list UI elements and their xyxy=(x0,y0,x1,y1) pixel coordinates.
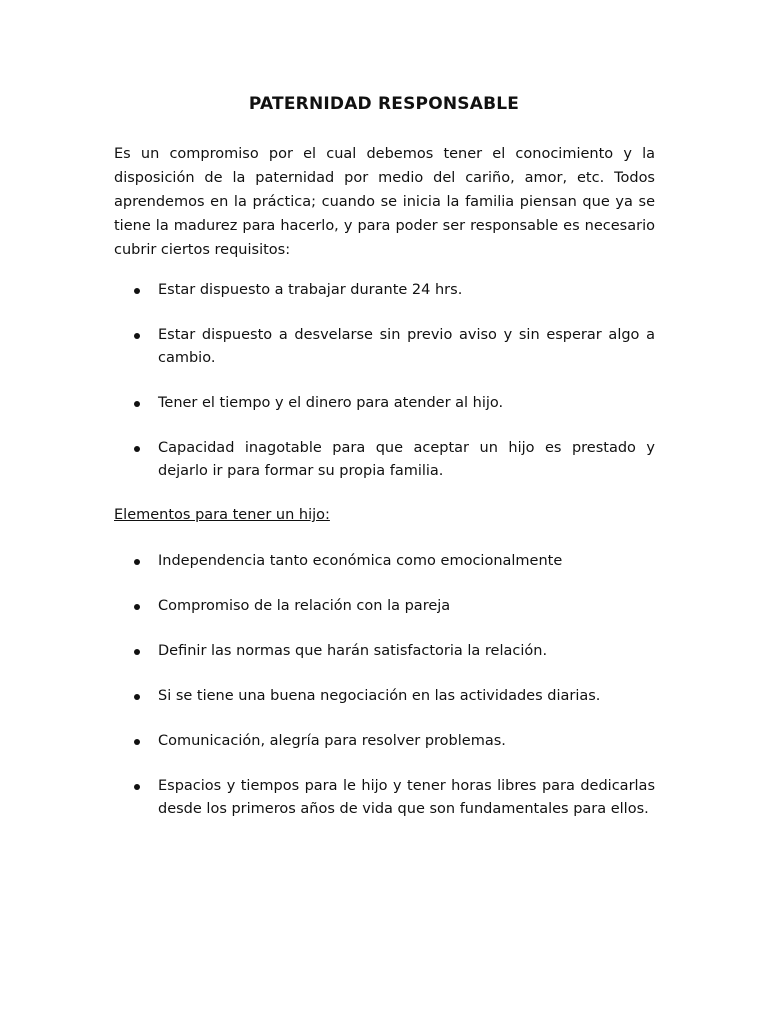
document-title: PATERNIDAD RESPONSABLE xyxy=(248,94,520,114)
list-item-text: Espacios y tiempos para le hijo y tener horas libres para dedicarlas desde los primeros años de vida que son fundamentales para ellos. xyxy=(158,778,655,817)
list-item xyxy=(114,685,655,708)
list-item-text: Capacidad inagotable para que aceptar un hijo es prestado y dejarlo ir para formar su propia familia. xyxy=(158,440,655,479)
list-item xyxy=(114,550,655,573)
list-item-text: Estar dispuesto a desvelarse sin previo aviso y sin esperar algo a cambio. xyxy=(158,327,655,366)
list-item xyxy=(114,392,655,415)
list-item-text: Si se tiene una buena negociación en las actividades diarias. xyxy=(158,688,601,704)
intro-paragraph: Es un compromiso por el cual debemos tener el conocimiento y la disposición de la paternidad por medio del cariño, amor, etc. Todos aprendemos en la práctica; cuando se inicia la familia piensan que ya se tiene la madurez para hacerlo, y para poder ser responsable es necesario cubrir ciertos requisitos: xyxy=(114,146,655,258)
bullet-icon xyxy=(134,333,140,339)
list-item-text: Compromiso de la relación con la pareja xyxy=(158,598,451,614)
elements-list xyxy=(114,550,655,843)
list-item xyxy=(114,640,655,663)
elements-heading: Elementos para tener un hijo: xyxy=(114,507,330,523)
bullet-icon xyxy=(134,649,140,655)
bullet-icon xyxy=(134,559,140,565)
bullet-icon xyxy=(134,739,140,745)
list-item-text: Tener el tiempo y el dinero para atender al hijo. xyxy=(158,395,504,411)
list-item-text: Independencia tanto económica como emocionalmente xyxy=(158,553,563,569)
list-item-text: Comunicación, alegría para resolver problemas. xyxy=(158,733,506,749)
list-item-text: Definir las normas que harán satisfactoria la relación. xyxy=(158,643,548,659)
list-item-text: Estar dispuesto a trabajar durante 24 hrs. xyxy=(158,282,463,298)
bullet-icon xyxy=(134,784,140,790)
requirements-list xyxy=(114,279,655,505)
bullet-icon xyxy=(134,288,140,294)
list-item xyxy=(114,595,655,618)
list-item xyxy=(114,730,655,753)
bullet-icon xyxy=(134,604,140,610)
bullet-icon xyxy=(134,446,140,452)
bullet-icon xyxy=(134,694,140,700)
list-item xyxy=(114,775,655,821)
list-item xyxy=(114,324,655,370)
bullet-icon xyxy=(134,401,140,407)
list-item xyxy=(114,279,655,302)
list-item xyxy=(114,437,655,483)
